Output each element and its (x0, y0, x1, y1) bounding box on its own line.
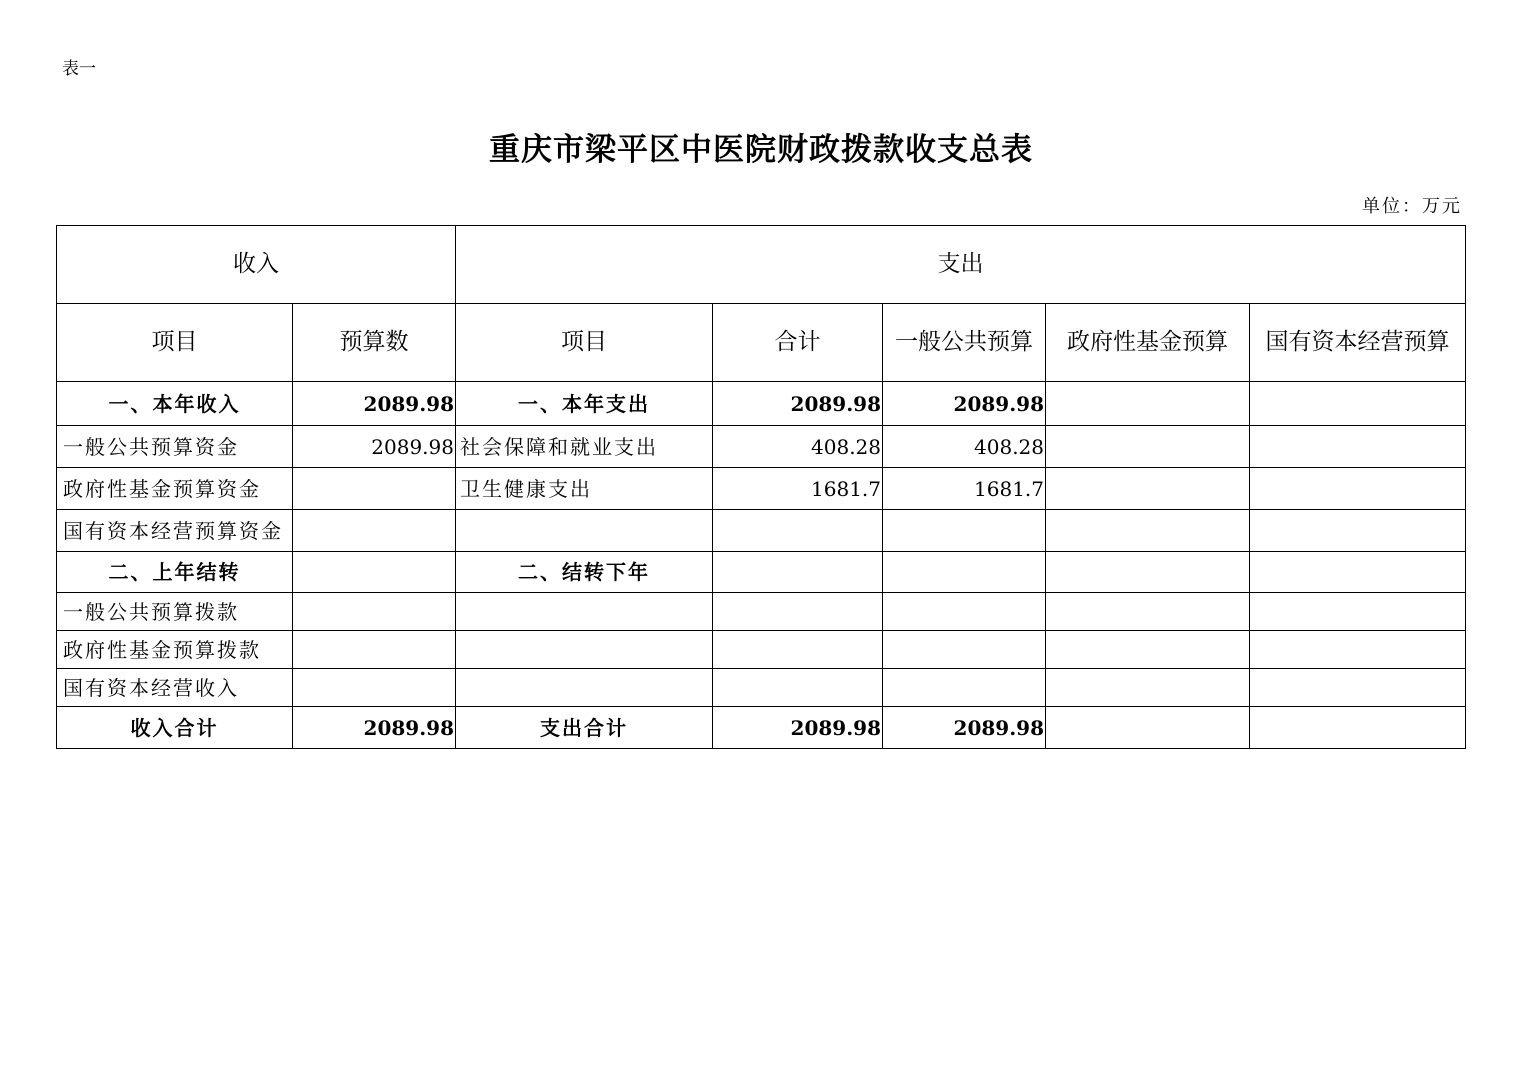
gov-fund-budget-cell (1046, 468, 1250, 510)
income-item-cell: 一般公共预算资金 (57, 426, 293, 468)
table-row (57, 669, 1466, 707)
table-row (57, 552, 1466, 593)
col-header-budget-amount: 预算数 (293, 304, 456, 382)
state-capital-budget-cell (1250, 593, 1466, 631)
income-amount-cell (293, 631, 456, 669)
general-public-budget-cell (883, 552, 1046, 593)
expense-total-cell (713, 631, 883, 669)
table-number-label: 表一 (62, 59, 96, 79)
table-row (57, 593, 1466, 631)
general-public-budget-cell: 2089.98 (883, 382, 1046, 426)
expense-total-cell (713, 510, 883, 552)
gov-fund-budget-cell (1046, 669, 1250, 707)
state-capital-budget-cell (1250, 426, 1466, 468)
gov-fund-budget-cell (1046, 593, 1250, 631)
income-amount-cell: 2089.98 (293, 426, 456, 468)
expense-item-cell (456, 510, 713, 552)
general-public-budget-cell: 2089.98 (883, 707, 1046, 749)
unit-label: 单位：万元 (1362, 196, 1462, 217)
expense-total-cell: 2089.98 (713, 382, 883, 426)
income-item-cell: 二、上年结转 (57, 552, 293, 593)
income-item-cell: 一般公共预算拨款 (57, 593, 293, 631)
group-header-row (57, 226, 1466, 304)
income-item-cell: 收入合计 (57, 707, 293, 749)
state-capital-budget-cell (1250, 669, 1466, 707)
state-capital-budget-cell (1250, 510, 1466, 552)
income-item-cell: 国有资本经营预算资金 (57, 510, 293, 552)
income-amount-cell: 2089.98 (293, 382, 456, 426)
state-capital-budget-cell (1250, 707, 1466, 749)
general-public-budget-cell: 408.28 (883, 426, 1046, 468)
expense-total-cell: 2089.98 (713, 707, 883, 749)
general-public-budget-cell: 1681.7 (883, 468, 1046, 510)
general-public-budget-cell (883, 510, 1046, 552)
table-row (57, 382, 1466, 426)
income-amount-cell (293, 552, 456, 593)
income-item-cell: 国有资本经营收入 (57, 669, 293, 707)
income-item-cell: 政府性基金预算拨款 (57, 631, 293, 669)
expense-item-cell: 支出合计 (456, 707, 713, 749)
gov-fund-budget-cell (1046, 552, 1250, 593)
expense-item-cell: 社会保障和就业支出 (456, 426, 713, 468)
general-public-budget-cell (883, 631, 1046, 669)
gov-fund-budget-cell (1046, 631, 1250, 669)
expense-total-cell (713, 669, 883, 707)
table-body (57, 226, 1466, 749)
table-row (57, 707, 1466, 749)
table-row (57, 631, 1466, 669)
expense-item-cell (456, 593, 713, 631)
income-item-cell: 政府性基金预算资金 (57, 468, 293, 510)
expense-item-cell (456, 669, 713, 707)
income-amount-cell (293, 468, 456, 510)
table-row (57, 468, 1466, 510)
expense-item-cell: 二、结转下年 (456, 552, 713, 593)
expense-item-cell: 一、本年支出 (456, 382, 713, 426)
income-item-cell: 一、本年收入 (57, 382, 293, 426)
general-public-budget-cell (883, 593, 1046, 631)
table-row (57, 426, 1466, 468)
col-header-gov-fund-budget: 政府性基金预算 (1046, 304, 1250, 382)
expense-item-cell: 卫生健康支出 (456, 468, 713, 510)
page-title: 重庆市梁平区中医院财政拨款收支总表 (489, 132, 1033, 168)
col-header-income-item: 项目 (57, 304, 293, 382)
expense-total-cell: 408.28 (713, 426, 883, 468)
state-capital-budget-cell (1250, 468, 1466, 510)
expense-total-cell (713, 552, 883, 593)
income-amount-cell (293, 510, 456, 552)
col-header-state-capital-budget: 国有资本经营预算 (1250, 304, 1466, 382)
income-amount-cell: 2089.98 (293, 707, 456, 749)
gov-fund-budget-cell (1046, 510, 1250, 552)
col-header-general-public-budget: 一般公共预算 (883, 304, 1046, 382)
expense-total-cell: 1681.7 (713, 468, 883, 510)
expense-group-header: 支出 (456, 226, 1466, 304)
state-capital-budget-cell (1250, 382, 1466, 426)
gov-fund-budget-cell (1046, 426, 1250, 468)
col-header-expense-item: 项目 (456, 304, 713, 382)
table-row (57, 510, 1466, 552)
income-group-header: 收入 (57, 226, 456, 304)
expense-item-cell (456, 631, 713, 669)
column-header-row (57, 304, 1466, 382)
state-capital-budget-cell (1250, 631, 1466, 669)
col-header-total: 合计 (713, 304, 883, 382)
general-public-budget-cell (883, 669, 1046, 707)
income-amount-cell (293, 669, 456, 707)
expense-total-cell (713, 593, 883, 631)
financial-summary-table (56, 225, 1466, 749)
state-capital-budget-cell (1250, 552, 1466, 593)
income-amount-cell (293, 593, 456, 631)
gov-fund-budget-cell (1046, 382, 1250, 426)
gov-fund-budget-cell (1046, 707, 1250, 749)
